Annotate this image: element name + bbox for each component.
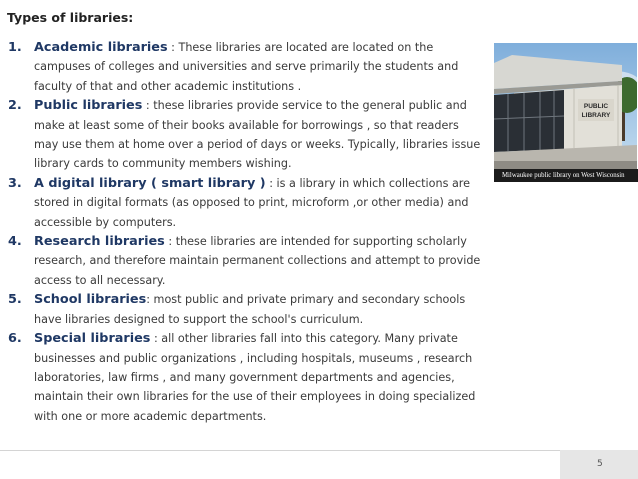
item-term: Research libraries [34, 234, 165, 250]
library-photo [494, 43, 637, 169]
list-item-research [8, 232, 483, 290]
list-item-special [8, 329, 483, 426]
footer-divider [0, 450, 638, 451]
item-number: 1. [8, 40, 22, 55]
item-term: Special libraries [34, 331, 151, 347]
list-item-public [8, 96, 483, 174]
item-text: : all other libraries fall into this category. Many private businesses and public organizations , including hospitals, museums , research laboratories, law firms , and many government departments and agencies, maintain their own libraries for the use of their employees in doing specialized with one or more academic departments. [34, 332, 476, 423]
item-text: : most public and private primary and secondary schools have libraries designed to support the school's curriculum. [34, 293, 466, 326]
item-number: 5. [8, 292, 22, 308]
library-building-image [494, 43, 637, 169]
sign-text-line2: LIBRARY [581, 112, 611, 119]
item-number: 2. [8, 98, 22, 114]
page-number: 5 [597, 459, 603, 469]
item-text: : These libraries are located are located on the campuses of colleges and universities and serve primarily the students and faculty of that and other academic institutions . [34, 41, 459, 93]
item-text: : is a library in which collections are stored in digital formats (as opposed to print, microform ,or other media) and accessible by computers. [34, 176, 471, 229]
street [494, 161, 637, 169]
library-types-list [8, 38, 483, 426]
sign-text-line1: PUBLIC [583, 103, 609, 110]
list-item-digital [8, 174, 483, 232]
item-text: : these libraries are intended for supporting scholarly research, and therefore maintain permanent collections and attempt to provide access to all necessary. [34, 235, 481, 287]
item-number: 4. [8, 234, 22, 250]
slide-title: Types of libraries: [7, 10, 134, 25]
item-number: 3. [8, 175, 22, 191]
item-term: Academic libraries [34, 40, 168, 55]
list-item-academic [8, 38, 483, 96]
item-term: Public libraries [34, 98, 143, 114]
list-item-school [8, 290, 483, 329]
item-number: 6. [8, 331, 22, 347]
item-text: : these libraries provide service to the general public and make at least some of their books available for borrowings , so that readers may use them at home over a period of days or weeks. Typically, libraries issue library cards to community members wishing. [34, 99, 481, 171]
image-caption: Milwaukee public library on West Wisconsin [494, 169, 638, 182]
item-term: School libraries [34, 292, 147, 308]
item-term: A digital library ( smart library ) [34, 175, 266, 191]
